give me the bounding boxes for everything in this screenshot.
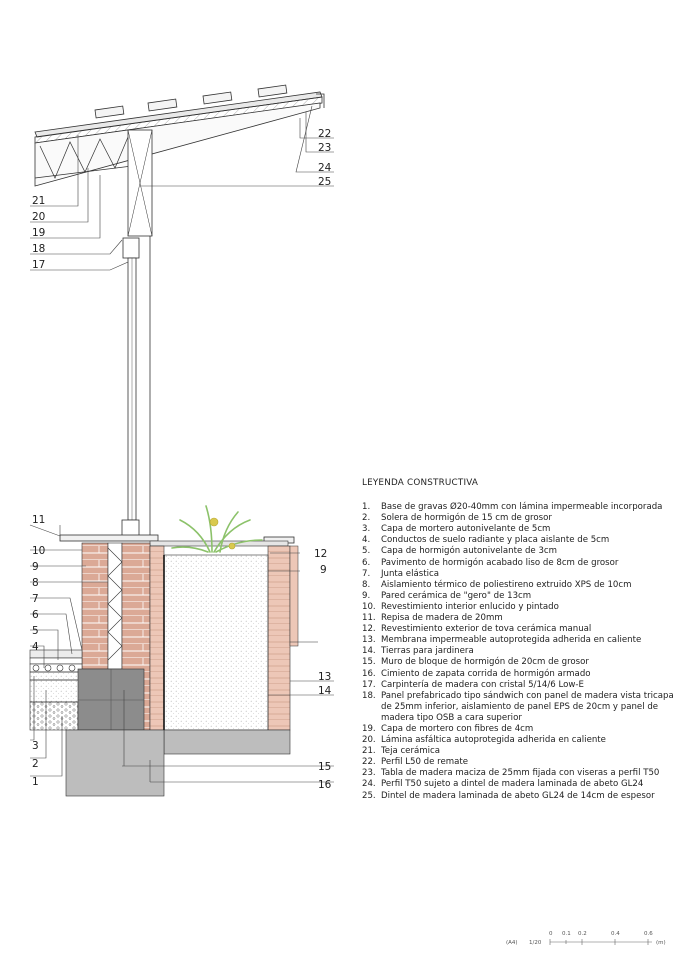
legend-item-text: Capa de hormigón autonivelante de 3cm — [381, 546, 558, 557]
legend-item-text: Capa de mortero autonivelante de 5cm — [381, 524, 551, 535]
legend-item-number: 2. — [362, 513, 371, 524]
legend-item — [362, 746, 674, 757]
callout-2: 2 — [32, 758, 39, 770]
tile-1 — [95, 106, 124, 118]
legend-item-text: Cimiento de zapata corrida de hormigón armado — [381, 668, 591, 679]
block-wall-left — [150, 546, 164, 730]
legend-item — [362, 779, 674, 790]
legend-item-number: 3. — [362, 524, 371, 535]
legend-item-number: 12. — [362, 624, 376, 635]
construction-legend — [362, 478, 674, 802]
callout-5: 5 — [32, 625, 39, 637]
legend-item-text: Junta elástica — [381, 568, 439, 579]
legend-item-number: 9. — [362, 590, 371, 601]
scale-ratio: 1/20 — [529, 940, 542, 946]
legend-item-number: 23. — [362, 768, 376, 779]
callout-20: 20 — [32, 211, 46, 223]
legend-item-number: 4. — [362, 535, 371, 546]
planter-base-footing — [164, 730, 290, 754]
legend-item — [362, 624, 674, 635]
roof-assembly — [35, 85, 324, 236]
scale-paper: (A4) — [506, 940, 518, 946]
legend-item-number: 25. — [362, 790, 376, 801]
legend-item-number: 7. — [362, 568, 371, 579]
callout-22: 22 — [318, 128, 332, 140]
callout-21: 21 — [32, 195, 46, 207]
legend-item-text: Teja cerámica — [381, 746, 441, 757]
callout-18: 18 — [32, 243, 46, 255]
tile-3 — [203, 92, 232, 104]
legend-item — [362, 680, 674, 691]
floor-layers — [30, 650, 82, 730]
legend-item — [362, 558, 674, 569]
legend-item-number: 1. — [362, 502, 371, 513]
legend-item-number: 22. — [362, 757, 376, 768]
callout-6: 6 — [32, 609, 39, 621]
legend-item-text: Base de gravas Ø20-40mm con lámina impermeable incorporada — [381, 502, 663, 513]
legend-item-text: Perfil L50 de remate — [381, 757, 469, 768]
legend-item — [362, 757, 674, 768]
callout-12: 12 — [314, 548, 328, 560]
legend-item-text: Revestimiento interior enlucido y pintado — [381, 601, 559, 612]
callout-14: 14 — [318, 685, 332, 697]
legend-item — [362, 502, 674, 513]
legend-item — [362, 635, 674, 646]
legend-item-text: Panel prefabricado tipo sándwich con panel de madera vista tricapa de 25mm inferior, aislamiento de panel EPS de 20cm y panel de madera tipo OSB a cara superior — [381, 690, 674, 723]
legend-item-number: 5. — [362, 546, 371, 557]
callout-23: 23 — [318, 142, 332, 154]
legend-item — [362, 602, 674, 613]
tile-4 — [258, 85, 287, 97]
floor-slab — [30, 680, 82, 702]
callout-9-left: 9 — [32, 561, 39, 573]
legend-item-number: 17. — [362, 679, 376, 690]
scale-tick-0-1: 0.1 — [562, 931, 571, 937]
legend-item — [362, 724, 674, 735]
legend-item-text: Pared cerámica de "gero" de 13cm — [381, 590, 532, 601]
legend-item-number: 6. — [362, 557, 371, 568]
legend-item-number: 13. — [362, 635, 376, 646]
legend-item-number: 21. — [362, 746, 376, 757]
wooden-sill-left — [60, 535, 158, 541]
legend-item-number: 20. — [362, 735, 376, 746]
legend-item-number: 15. — [362, 657, 376, 668]
legend-item-text: Carpintería de madera con cristal 5/14/6 Low-E — [381, 679, 584, 690]
scale-tick-0: 0 — [549, 931, 553, 937]
interior-brick-wall — [82, 543, 108, 669]
legend-item-number: 8. — [362, 579, 371, 590]
scale-unit: (m) — [656, 940, 666, 946]
legend-item-text: Tierras para jardinera — [381, 646, 474, 657]
planter-soil — [164, 555, 268, 730]
tile-2 — [148, 99, 177, 111]
legend-item-text: Tabla de madera maciza de 25mm fijada con viseras a perfil T50 — [381, 768, 660, 779]
legend-item-text: Revestimiento exterior de tova cerámica manual — [381, 624, 592, 635]
legend-title: LEYENDA CONSTRUCTIVA — [362, 478, 479, 488]
callout-13: 13 — [318, 671, 332, 683]
legend-item-number: 16. — [362, 668, 376, 679]
legend-item — [362, 735, 674, 746]
floor-self-levelling — [30, 658, 82, 664]
legend-list — [362, 502, 674, 802]
callout-8: 8 — [32, 577, 39, 589]
callout-25: 25 — [318, 176, 332, 188]
legend-item-text: Pavimento de hormigón acabado liso de 8cm de grosor — [381, 557, 619, 568]
callout-10: 10 — [32, 545, 46, 557]
callout-3: 3 — [32, 740, 39, 752]
legend-item-text: Muro de bloque de hormigón de 20cm de grosor — [381, 657, 589, 668]
floor-mortar — [30, 672, 82, 680]
callout-24: 24 — [318, 162, 332, 174]
legend-item — [362, 657, 674, 668]
legend-item-number: 11. — [362, 613, 376, 624]
block-wall-right — [268, 546, 290, 730]
scale-tick-0-4: 0.4 — [611, 931, 620, 937]
radiant-floor-pipes — [30, 664, 82, 672]
callout-15: 15 — [318, 761, 332, 773]
window-carpentry — [122, 236, 150, 538]
scale-tick-0-6: 0.6 — [644, 931, 653, 937]
legend-item — [362, 535, 674, 546]
floor-gravel — [30, 702, 78, 730]
legend-item-text: Conductos de suelo radiante y placa aislante de 5cm — [381, 535, 610, 546]
strip-footing — [66, 730, 164, 796]
exterior-tile-cladding — [290, 546, 298, 646]
scale-bar — [506, 931, 666, 946]
legend-item — [362, 569, 674, 580]
callout-17: 17 — [32, 259, 46, 271]
legend-item-text: Lámina asfáltica autoprotegida adherida en caliente — [381, 735, 606, 746]
legend-item — [362, 613, 674, 624]
legend-item — [362, 546, 674, 557]
legend-item — [362, 524, 674, 535]
callout-11: 11 — [32, 514, 46, 526]
callout-1: 1 — [32, 776, 39, 788]
window-head-frame — [123, 238, 139, 258]
legend-item — [362, 591, 674, 602]
legend-item-text: Aislamiento térmico de poliestireno extruido XPS de 10cm — [381, 579, 632, 590]
legend-item-number: 14. — [362, 646, 376, 657]
legend-item-text: Dintel de madera laminada de abeto GL24 de 14cm de espesor — [381, 790, 655, 801]
legend-item — [362, 791, 674, 802]
scale-tick-0-2: 0.2 — [578, 931, 587, 937]
legend-item-number: 18. — [362, 690, 376, 701]
legend-item — [362, 646, 674, 657]
legend-item-text: Solera de hormigón de 15 cm de grosor — [381, 513, 552, 524]
callout-7: 7 — [32, 593, 39, 605]
legend-item-number: 10. — [362, 601, 376, 612]
callout-16: 16 — [318, 779, 332, 791]
callout-19: 19 — [32, 227, 46, 239]
legend-item-text: Capa de mortero con fibres de 4cm — [381, 723, 534, 734]
legend-item-text: Perfil T50 sujeto a dintel de madera laminada de abeto GL24 — [381, 779, 644, 790]
legend-item-text: Repisa de madera de 20mm — [381, 613, 503, 624]
callout-4: 4 — [32, 641, 39, 653]
legend-item — [362, 580, 674, 591]
legend-item-text: Membrana impermeable autoprotegida adherida en caliente — [381, 635, 642, 646]
legend-item — [362, 669, 674, 680]
legend-item — [362, 513, 674, 524]
legend-item — [362, 768, 674, 779]
legend-item — [362, 691, 674, 724]
legend-item-number: 19. — [362, 723, 376, 734]
legend-item-number: 24. — [362, 779, 376, 790]
callout-9-right: 9 — [320, 564, 327, 576]
